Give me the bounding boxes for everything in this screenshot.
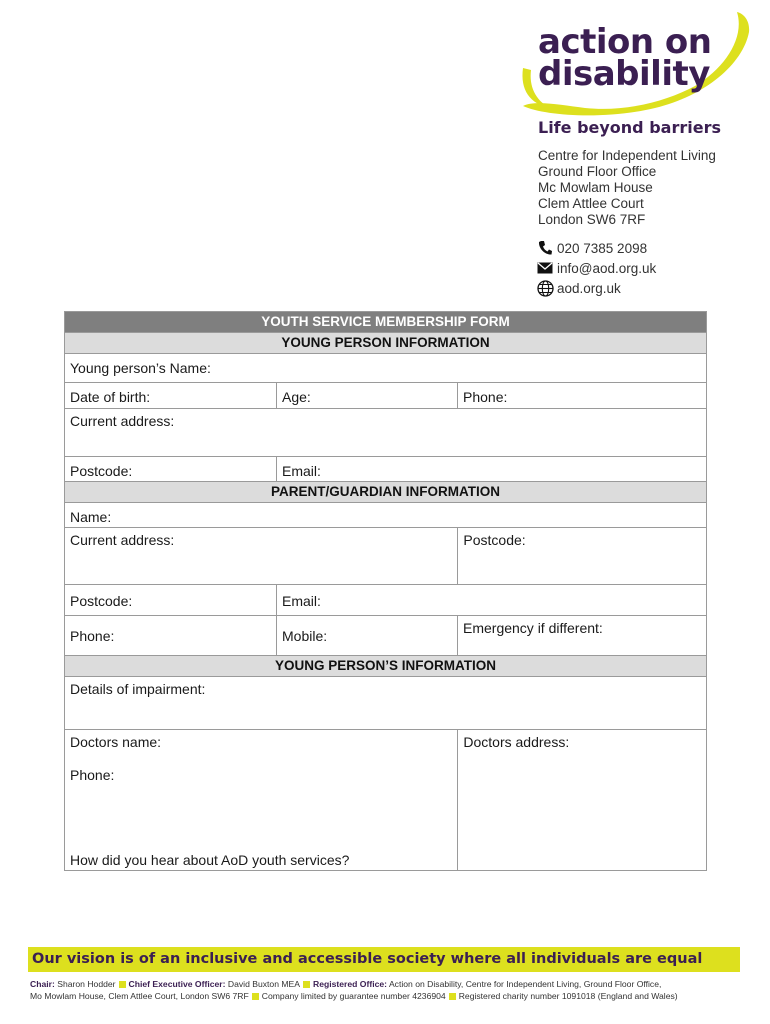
- form-row: [65, 528, 706, 585]
- parent-mobile-field[interactable]: Mobile:: [277, 616, 458, 655]
- separator-square-icon: [119, 981, 126, 988]
- parent-postcode-right-field[interactable]: Postcode:: [463, 532, 526, 548]
- envelope-icon: [536, 259, 554, 277]
- email-address: info@aod.org.uk: [557, 260, 657, 276]
- doctors-address-field[interactable]: Doctors address:: [463, 734, 570, 750]
- address-line-4: Clem Attlee Court: [538, 196, 644, 211]
- ceo-value: David Buxton MEA: [227, 979, 300, 989]
- form-row: [65, 616, 706, 656]
- address-line-3: Mc Mowlam House: [538, 180, 653, 195]
- form-row: [65, 585, 706, 616]
- impairment-details-field[interactable]: Details of impairment:: [70, 681, 206, 697]
- charity-number: Registered charity number 1091018 (England and Wales): [458, 991, 678, 1001]
- email-field[interactable]: Email:: [282, 463, 321, 479]
- separator-square-icon: [252, 993, 259, 1000]
- parent-email-field[interactable]: Email:: [282, 593, 321, 609]
- logo-line-2: disability: [538, 54, 710, 94]
- contact-web: [536, 278, 656, 298]
- section-heading-row: [65, 333, 706, 354]
- form-row: [65, 730, 706, 870]
- address-line-5: London SW6 7RF: [538, 212, 646, 227]
- form-title: YOUTH SERVICE MEMBERSHIP FORM: [65, 312, 706, 332]
- phone-field[interactable]: Phone:: [463, 389, 508, 405]
- contact-email: [536, 258, 656, 278]
- membership-form: [64, 311, 707, 871]
- doctors-name-field[interactable]: Doctors name:: [70, 734, 162, 750]
- section-young-person-details-heading: YOUNG PERSON’S INFORMATION: [65, 656, 706, 676]
- form-row: [65, 677, 706, 730]
- phone-number: 020 7385 2098: [557, 240, 648, 256]
- vision-statement: Our vision is of an inclusive and accessible society where all individuals are equal: [28, 947, 740, 972]
- ceo-label: Chief Executive Officer:: [128, 979, 226, 989]
- chair-label: Chair:: [30, 979, 55, 989]
- form-row: [65, 457, 706, 482]
- parent-address-field[interactable]: Current address:: [65, 528, 458, 584]
- address-line-2: Ground Floor Office: [538, 164, 657, 179]
- contact-phone: [536, 238, 656, 258]
- section-young-person-heading: YOUNG PERSON INFORMATION: [65, 333, 706, 353]
- postcode-field[interactable]: Postcode:: [65, 457, 277, 481]
- form-row: [65, 409, 706, 457]
- office-address-cont: Mo Mowlam House, Clem Attlee Court, London SW6 7RF: [30, 991, 249, 1001]
- parent-name-field[interactable]: Name:: [70, 509, 112, 525]
- form-row: [65, 354, 706, 383]
- legal-line-1: [30, 978, 730, 990]
- form-row: [65, 383, 706, 409]
- form-title-row: [65, 312, 706, 333]
- doctor-details-cell: [65, 730, 458, 870]
- legal-footer: [30, 978, 730, 1002]
- logo-line-1: action on: [538, 22, 712, 62]
- section-parent-guardian-heading: PARENT/GUARDIAN INFORMATION: [65, 482, 706, 502]
- website: aod.org.uk: [557, 280, 621, 296]
- phone-icon: [536, 239, 554, 257]
- postal-address: [538, 148, 716, 228]
- parent-phone-field[interactable]: Phone:: [65, 616, 277, 655]
- contact-details: [536, 238, 656, 298]
- hear-about-field[interactable]: How did you hear about AoD youth services?: [70, 852, 350, 868]
- date-of-birth-field[interactable]: Date of birth:: [65, 383, 277, 408]
- form-row: [65, 503, 706, 528]
- company-number: Company limited by guarantee number 4236904: [261, 991, 446, 1001]
- parent-postcode-field[interactable]: Postcode:: [65, 585, 277, 615]
- office-label: Registered Office:: [313, 979, 388, 989]
- globe-icon: [536, 279, 554, 297]
- section-heading-row: [65, 656, 706, 677]
- office-value: Action on Disability, Centre for Independent Living, Ground Floor Office,: [388, 979, 662, 989]
- tagline: Life beyond barriers: [538, 118, 721, 137]
- section-heading-row: [65, 482, 706, 503]
- address-line-1: Centre for Independent Living: [538, 148, 716, 163]
- chair-value: Sharon Hodder: [57, 979, 116, 989]
- legal-line-2: [30, 990, 730, 1002]
- age-field[interactable]: Age:: [277, 383, 458, 408]
- separator-square-icon: [449, 993, 456, 1000]
- doctors-phone-field[interactable]: Phone:: [70, 767, 115, 783]
- young-person-name-field[interactable]: Young person’s Name:: [70, 360, 211, 376]
- separator-square-icon: [303, 981, 310, 988]
- emergency-contact-field[interactable]: Emergency if different:: [463, 620, 603, 636]
- logo-wordmark: [538, 22, 712, 94]
- current-address-field[interactable]: Current address:: [70, 413, 175, 429]
